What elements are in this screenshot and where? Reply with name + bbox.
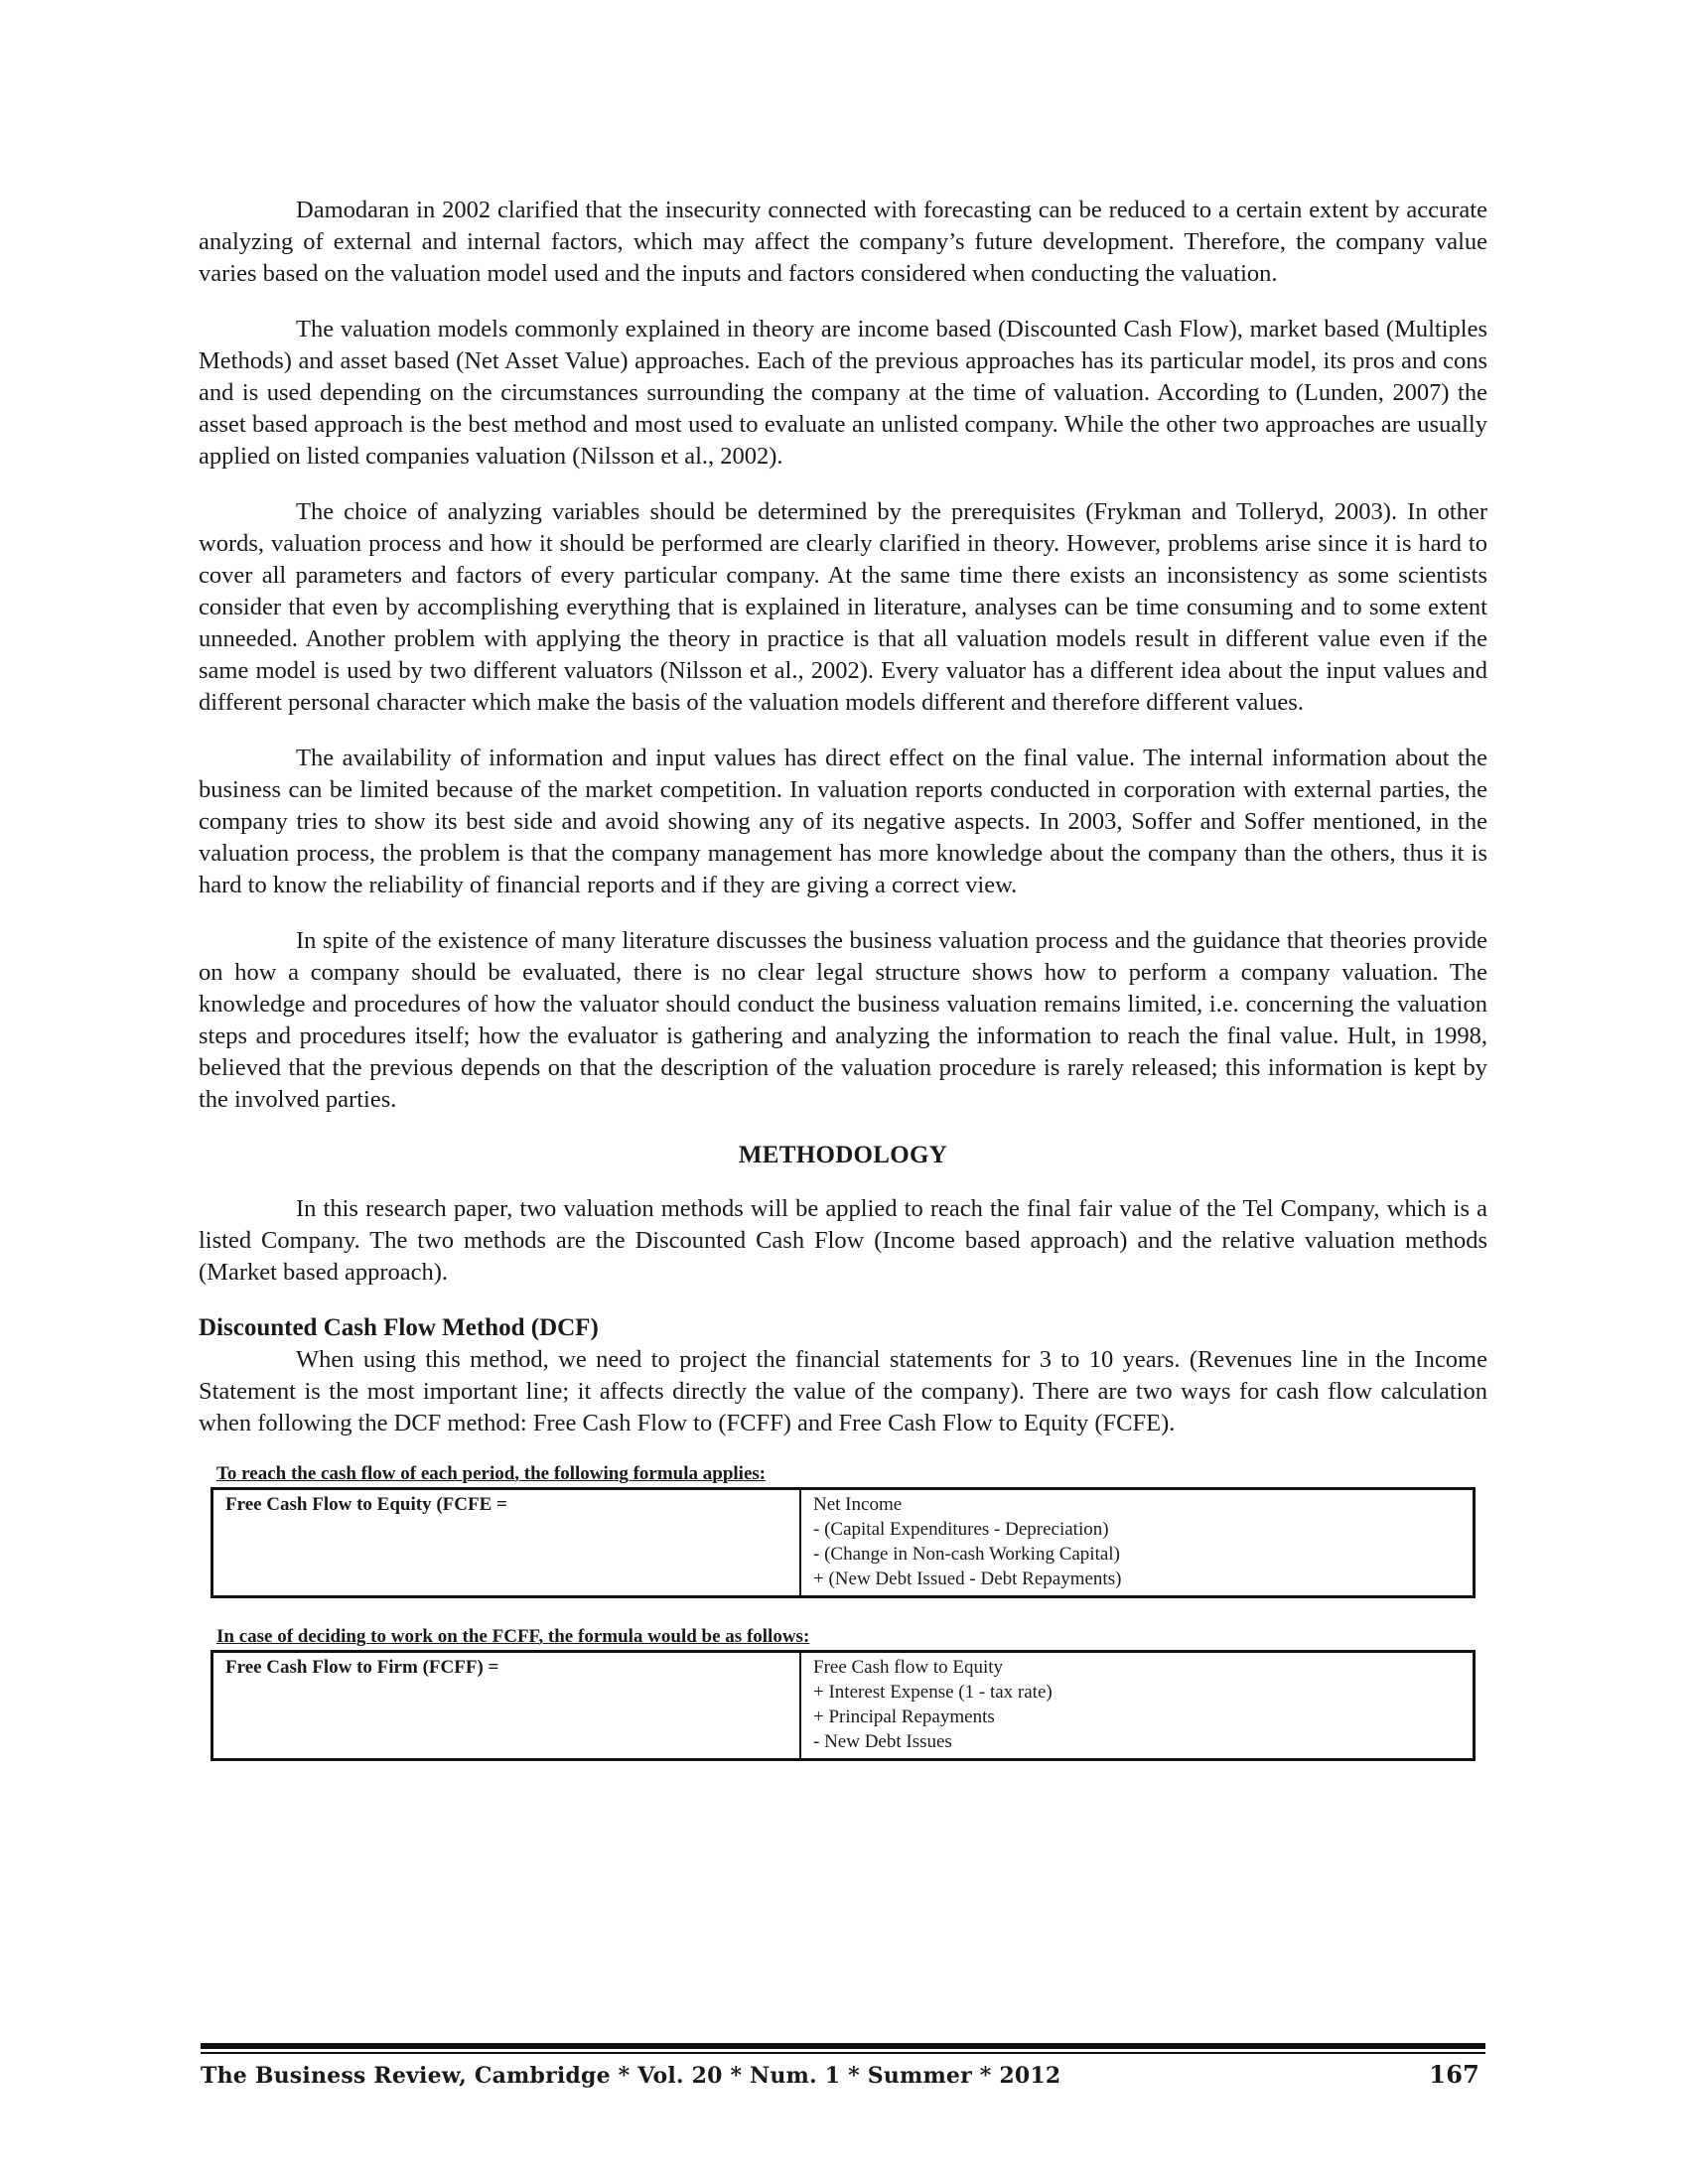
footer-row [201, 2060, 1485, 2089]
fcff-formula-table [211, 1650, 1476, 1761]
methodology-heading: METHODOLOGY [738, 1142, 948, 1168]
fcfe-formula-lhs: Free Cash Flow to Equity (FCFE = [212, 1489, 801, 1597]
paragraph-information-availability: The availability of information and input values has direct effect on the final value. The internal information about the business can be limited because of the market competition. In valuation reports conducted in corporation with external parties, the company tries to show its best side and avoid showing any of its negative aspects. In 2003, Soffer and Soffer mentioned, in the valuation process, the problem is that the company management has more knowledge about the company than the others, thus it is hard to know the reliability of financial reports and if they are giving a correct view. [199, 745, 1487, 898]
journal-citation: The Business Review, Cambridge * Vol. 20 * Num. 1 * Summer * 2012 [201, 2063, 1061, 2089]
fcfe-formula-title: To reach the cash flow of each period, the following formula applies: [216, 1463, 767, 1484]
paragraph-damodaran: Damodaran in 2002 clarified that the insecurity connected with forecasting can be reduced to a certain extent by accurate analyzing of external and internal factors, which may affect the company’s future development. Therefore, the company value varies based on the valuation model used and the inputs and factors considered when conducting the valuation. [199, 197, 1487, 287]
paragraph-valuation-models: The valuation models commonly explained in theory are income based (Discounted Cash Flow), market based (Multiples Methods) and asset based (Net Asset Value) approaches. Each of the previous approaches has its particular model, its pros and cons and is used depending on the circumstances surrounding the company at the time of valuation. According to (Lunden, 2007) the asset based approach is the best method and most used to evaluate an unlisted company. While the other two approaches are usually applied on listed companies valuation (Nilsson et al., 2002). [199, 316, 1487, 470]
fcfe-formula-rhs [800, 1489, 1475, 1597]
formula-line: + Principal Repayments [813, 1706, 995, 1727]
fcff-formula-title: In case of deciding to work on the FCFF, the formula would be as follows: [216, 1626, 810, 1647]
table-row [212, 1652, 1475, 1760]
formula-line: + Interest Expense (1 - tax rate) [813, 1682, 1053, 1703]
dcf-paragraph: When using this method, we need to project the financial statements for 3 to 10 years. (Revenues line in the Income Statement is the most important line; it affects directly the value of the company). There are two ways for cash flow calculation when following the DCF method: Free Cash Flow to (FCFF) and Free Cash Flow to Equity (FCFE). [199, 1346, 1487, 1436]
page-footer [201, 2043, 1485, 2089]
formula-line: + (New Debt Issued - Debt Repayments) [813, 1569, 1122, 1589]
fcff-formula-block [199, 1626, 1487, 1761]
fcff-formula-rhs [800, 1652, 1475, 1760]
table-row [212, 1489, 1475, 1597]
methodology-paragraph: In this research paper, two valuation methods will be applied to reach the final fair value of the Tel Company, which is a listed Company. The two methods are the Discounted Cash Flow (Income based approach) and the relative valuation methods (Market based approach). [199, 1195, 1487, 1286]
formula-line: - (Change in Non-cash Working Capital) [813, 1544, 1120, 1565]
fcff-formula-lhs: Free Cash Flow to Firm (FCFF) = [212, 1652, 801, 1760]
fcfe-formula-table [211, 1487, 1476, 1598]
paragraph-analyzing-variables: The choice of analyzing variables should be determined by the prerequisites (Frykman and Tolleryd, 2003). In other words, valuation process and how it should be performed are clearly clarified in theory. However, problems arise since it is hard to cover all parameters and factors of every particular company. At the same time there exists an inconsistency as some scientists consider that even by accomplishing everything that is explained in literature, analyses can be time consuming and to some extent unneeded. Another problem with applying the theory in practice is that all valuation models result in different value even if the same model is used by two different valuators (Nilsson et al., 2002). Every valuator has a different idea about the input values and different personal character which make the basis of the valuation models different and therefore different values. [199, 498, 1487, 716]
footer-divider-thin [201, 2052, 1485, 2054]
formula-line: - (Capital Expenditures - Depreciation) [813, 1519, 1109, 1540]
formula-line: - New Debt Issues [813, 1731, 952, 1752]
dcf-heading: Discounted Cash Flow Method (DCF) [199, 1314, 599, 1341]
fcfe-formula-block [199, 1463, 1487, 1598]
page-body [199, 195, 1487, 1761]
formula-line: Net Income [813, 1494, 903, 1515]
footer-divider-thick [201, 2043, 1485, 2049]
paragraph-legal-structure: In spite of the existence of many literature discusses the business valuation process and the guidance that theories provide on how a company should be evaluated, there is no clear legal structure shows how to perform a company valuation. The knowledge and procedures of how the valuator should conduct the business valuation remains limited, i.e. concerning the valuation steps and procedures itself; how the evaluator is gathering and analyzing the information to reach the final value. Hult, in 1998, believed that the previous depends on that the description of the valuation procedure is rarely released; this information is kept by the involved parties. [199, 927, 1487, 1113]
page-number: 167 [1429, 2060, 1479, 2089]
formula-line: Free Cash flow to Equity [813, 1657, 1004, 1678]
